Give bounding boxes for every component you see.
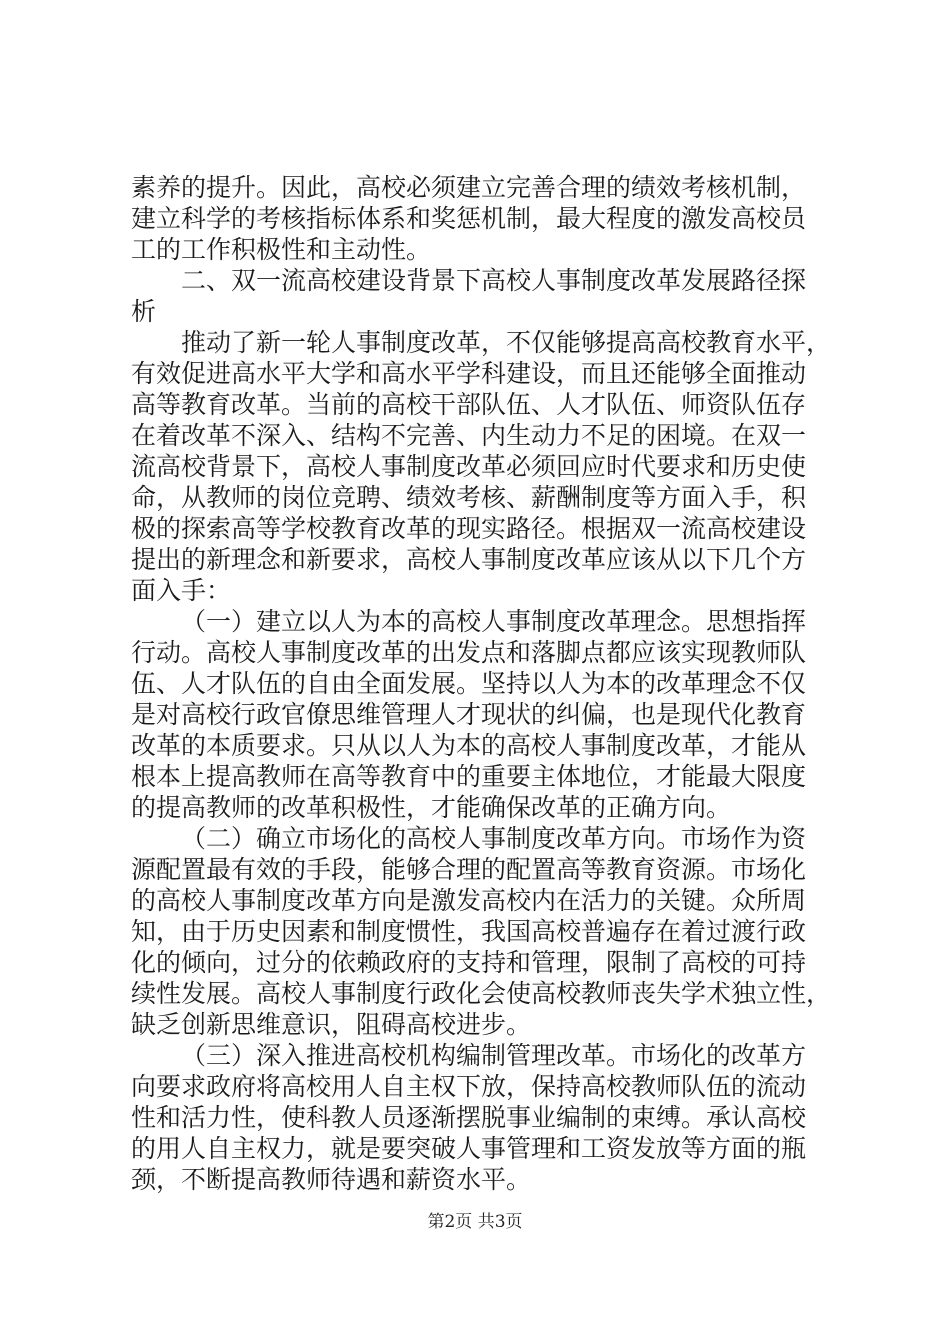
text-line: 流高校背景下，高校人事制度改革必须回应时代要求和历史使 (131, 452, 807, 481)
text-line: 性和活力性，使科教人员逐渐摆脱事业编制的束缚。承认高校 (131, 1103, 807, 1132)
text-line: 化的倾向，过分的依赖政府的支持和管理，限制了高校的可持 (131, 948, 807, 977)
text-line: 知，由于历史因素和制度惯性，我国高校普遍存在着过渡行政 (131, 917, 807, 946)
section-heading-line: 二、双一流高校建设背景下高校人事制度改革发展路径探 (181, 266, 807, 295)
text-line: 有效促进高水平大学和高水平学科建设，而且还能够全面推动 (131, 359, 807, 388)
text-line: 是对高校行政官僚思维管理人才现状的纠偏，也是现代化教育 (131, 700, 807, 729)
text-line: 极的探索高等学校教育改革的现实路径。根据双一流高校建设 (131, 514, 807, 543)
text-line: 续性发展。高校人事制度行政化会使高校教师丧失学术独立性， (131, 979, 832, 1008)
text-line: 工的工作积极性和主动性。 (131, 235, 432, 264)
text-line: 的高校人事制度改革方向是激发高校内在活力的关键。众所周 (131, 886, 807, 915)
text-line: 颈，不断提高教师待遇和薪资水平。 (131, 1165, 532, 1194)
text-line: 改革的本质要求。只从以人为本的高校人事制度改革，才能从 (131, 731, 807, 760)
text-line: 建立科学的考核指标体系和奖惩机制，最大程度的激发高校员 (131, 204, 807, 233)
text-line: 向要求政府将高校用人自主权下放，保持高校教师队伍的流动 (131, 1072, 807, 1101)
text-line: 推动了新一轮人事制度改革，不仅能够提高高校教育水平， (181, 328, 832, 357)
text-line: 命，从教师的岗位竞聘、绩效考核、薪酬制度等方面入手，积 (131, 483, 807, 512)
page-number-footer: 第2页 共3页 (427, 1212, 523, 1232)
text-line: 根本上提高教师在高等教育中的重要主体地位，才能最大限度 (131, 762, 807, 791)
text-line: 在着改革不深入、结构不完善、内生动力不足的困境。在双一 (131, 421, 807, 450)
text-line: （一）建立以人为本的高校人事制度改革理念。思想指挥 (181, 607, 807, 636)
text-line: 的提高教师的改革积极性，才能确保改革的正确方向。 (131, 793, 732, 822)
text-line: 素养的提升。因此，高校必须建立完善合理的绩效考核机制， (131, 173, 807, 202)
text-line: 行动。高校人事制度改革的出发点和落脚点都应该实现教师队 (131, 638, 807, 667)
text-line: 伍、人才队伍的自由全面发展。坚持以人为本的改革理念不仅 (131, 669, 807, 698)
text-line: （二）确立市场化的高校人事制度改革方向。市场作为资 (181, 824, 807, 853)
section-heading-line: 析 (131, 297, 157, 326)
text-line: 提出的新理念和新要求，高校人事制度改革应该从以下几个方 (131, 545, 807, 574)
text-line: 面入手： (131, 576, 232, 605)
text-line: 高等教育改革。当前的高校干部队伍、人才队伍、师资队伍存 (131, 390, 807, 419)
text-line: 源配置最有效的手段，能够合理的配置高等教育资源。市场化 (131, 855, 807, 884)
text-line: 的用人自主权力，就是要突破人事管理和工资发放等方面的瓶 (131, 1134, 807, 1163)
text-line: 缺乏创新思维意识，阻碍高校进步。 (131, 1010, 532, 1039)
text-line: （三）深入推进高校机构编制管理改革。市场化的改革方 (181, 1041, 807, 1070)
